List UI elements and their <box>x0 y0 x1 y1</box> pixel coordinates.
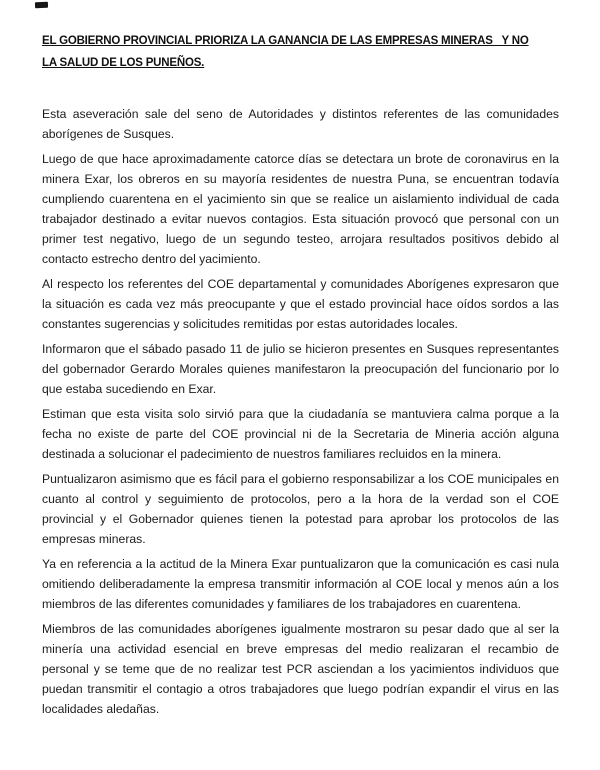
paragraph-8: Miembros de las comunidades aborígenes igualmente mostraron su pesar dado que al ser la minería una actividad esencial en breve empresas del medio realizaran el recambio de personal y se teme que de no realizar test PCR asciendan a los yacimientos individuos que puedan transmitir el contagio a otros trabajadores que luego podrían expandir el virus en las localidades aledañas. <box>42 622 559 716</box>
paragraph-7: Ya en referencia a la actitud de la Minera Exar puntualizaron que la comunicación es casi nula omitiendo deliberadamente la empresa transmitir información al COE local y menos aún a los miembros de las diferentes comunidades y familiares de los trabajadores en cuarentena. <box>42 557 559 611</box>
scan-artifact <box>35 2 48 8</box>
paragraph-5: Estiman que esta visita solo sirvió para que la ciudadanía se mantuviera calma porque a la fecha no existe de parte del COE provincial ni de la Secretaria de Mineria acción alguna destinada a solucionar el padecimiento de nuestros familiares recluidos en la minera. <box>42 407 559 461</box>
paragraph-6: Puntualizaron asimismo que es fácil para el gobierno responsabilizar a los COE municipales en cuanto al control y seguimiento de protocolos, pero a la hora de la verdad son el COE provincial y el Gobernador quienes tienen la potestad para aprobar los protocolos de las empresas mineras. <box>42 472 559 546</box>
document-content <box>42 30 559 724</box>
title-line-1: EL GOBIERNO PROVINCIAL PRIORIZA LA GANANCIA DE LAS EMPRESAS MINERAS Y NO <box>42 35 529 47</box>
title-line-2: LA SALUD DE LOS PUNEÑOS. <box>42 57 205 69</box>
paragraph-3: Al respecto los referentes del COE departamental y comunidades Aborígenes expresaron que la situación es cada vez más preocupante y que el estado provincial hace oídos sordos a las constantes sugerencias y solicitudes remitidas por estas autoridades locales. <box>42 277 559 331</box>
document-title <box>42 30 559 74</box>
paragraph-2: Luego de que hace aproximadamente catorce días se detectara un brote de coronavirus en la minera Exar, los obreros en su mayoría residentes de nuestra Puna, se encuentran todavía cumpliendo cuarentena en el yacimiento sin que se realice un aislamiento individual de cada trabajador destinado a evitar nuevos contagios. Esta situación provocó que personal con un primer test negativo, luego de un segundo testeo, arrojara resultados positivos debido al contacto estrecho dentro del yacimiento. <box>42 152 559 266</box>
paragraph-1: Esta aseveración sale del seno de Autoridades y distintos referentes de las comunidades aborígenes de Susques. <box>42 107 559 141</box>
paragraph-4: Informaron que el sábado pasado 11 de julio se hicieron presentes en Susques representantes del gobernador Gerardo Morales quienes manifestaron la preocupación del funcionario por lo que estaba sucediendo en Exar. <box>42 342 559 396</box>
document-body <box>42 104 559 719</box>
